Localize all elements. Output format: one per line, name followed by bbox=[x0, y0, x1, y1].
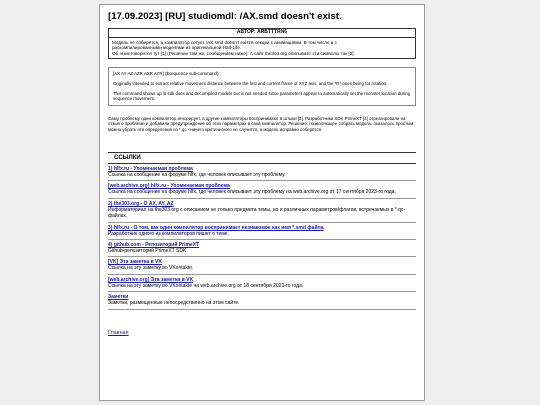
source-link[interactable]: 4) github.com - Репозиторий PrimeXT bbox=[108, 242, 200, 248]
source-item bbox=[108, 240, 416, 257]
source-link[interactable]: Заметки bbox=[108, 294, 129, 301]
source-description: Github-репозиторий PrimeXT SDK. bbox=[108, 248, 188, 254]
sources-list bbox=[108, 164, 416, 310]
source-item bbox=[108, 275, 416, 292]
source-description: Ссылка на эту заметку во VKontakte на web.archive.org от 18 сентября 2023-го года. bbox=[108, 282, 304, 289]
author-text-line: Об этом говорится тут [1] (Решение там же, сообщением ниже). А сайт the303.org описывает эти символы так [2]: bbox=[112, 50, 355, 56]
source-link[interactable]: [web.archive.org] hlfx.ru - Упоминаемая проблема bbox=[108, 183, 230, 190]
quoted-documentation bbox=[108, 67, 416, 105]
doc-line: This command shows up in sdk docs and decompiled models but is not needed since parameters appear to automatically set the monster location during sequence movement. bbox=[113, 90, 411, 102]
doc-line: Originally intended to extract relative movement distance between the first and current frame of XYZ axis, and the *R* ones being for rotation. bbox=[113, 80, 388, 86]
source-description: Ссылка на эту заметку во VKontakte. bbox=[108, 265, 194, 272]
source-link[interactable]: 3) hlfx.ru - О том, как один компилятор воспринимает незнакомое как имя *.smd файла bbox=[108, 224, 324, 231]
source-link[interactable]: 1) hlfx.ru - Упоминаемая проблема bbox=[108, 165, 193, 172]
source-description: Информатериал на the303.org с описанием не только предмета темы, но и различных параметров/флагов, встречаемых в *.qc-файлах. bbox=[108, 206, 406, 220]
source-item bbox=[108, 257, 416, 274]
author-text-line: Модель не соберётся, а компилятор сетует /AX.smd doesn't exist в секции с анимациями. В том числе и с bbox=[112, 39, 337, 45]
source-description: Разработчик одного из компиляторов пишет о теме. bbox=[108, 230, 229, 237]
sources-heading: ССЫЛКИ bbox=[108, 152, 416, 164]
source-description: Ссылка на сообщение на форуме hlfx, где человек описывает эту проблему на web.archive.org от 17 сентября 2023-го года. bbox=[108, 189, 396, 196]
source-item bbox=[108, 292, 416, 309]
source-description: Заметки, размещённые непосредственно на этом сайте. bbox=[108, 300, 240, 307]
source-item bbox=[108, 181, 416, 198]
source-item bbox=[108, 223, 416, 240]
body-paragraph: Саму проблему один компилятор игнорирует, а другие компиляторы воспринимают в штыки [3]. Разработчики SDK PrimeXT [4] отреагировали на отзыв о проблеме и добавили предупреждение об этих параметрах в свой компилятор. Решение, позволяющее собрать модель, оказалось простым: можно убрать эти определения из *.qc - ничего критического не случится, а модель исправно соберётся. bbox=[108, 115, 415, 132]
source-item bbox=[108, 199, 416, 223]
source-link[interactable]: [VK] Эта заметка в VK bbox=[108, 259, 162, 266]
article-page bbox=[99, 4, 425, 401]
source-link[interactable]: [web.archive.org] Эта заметка в VK bbox=[108, 276, 194, 283]
author-heading: АВТОР: ARBTTTRN6 bbox=[109, 30, 415, 38]
author-text-line: раскомпилированными моделями из оригинальной Half-Life. bbox=[112, 45, 242, 51]
author-box bbox=[108, 28, 416, 59]
home-link[interactable]: Главная bbox=[108, 329, 129, 336]
page-title: [17.09.2023] [RU] studiomdl: /AX.smd doesn't exist. bbox=[108, 11, 342, 22]
source-item bbox=[108, 164, 416, 181]
source-link[interactable]: 2) the303.org - О AX, AY, AZ bbox=[108, 200, 174, 207]
source-description: Ссылка на сообщение на форуме hlfx, где человек описывает эту проблему. bbox=[108, 171, 286, 178]
doc-line: [AX AY AZ AZR AXR AYR] ($sequence sub-command) bbox=[113, 71, 219, 77]
